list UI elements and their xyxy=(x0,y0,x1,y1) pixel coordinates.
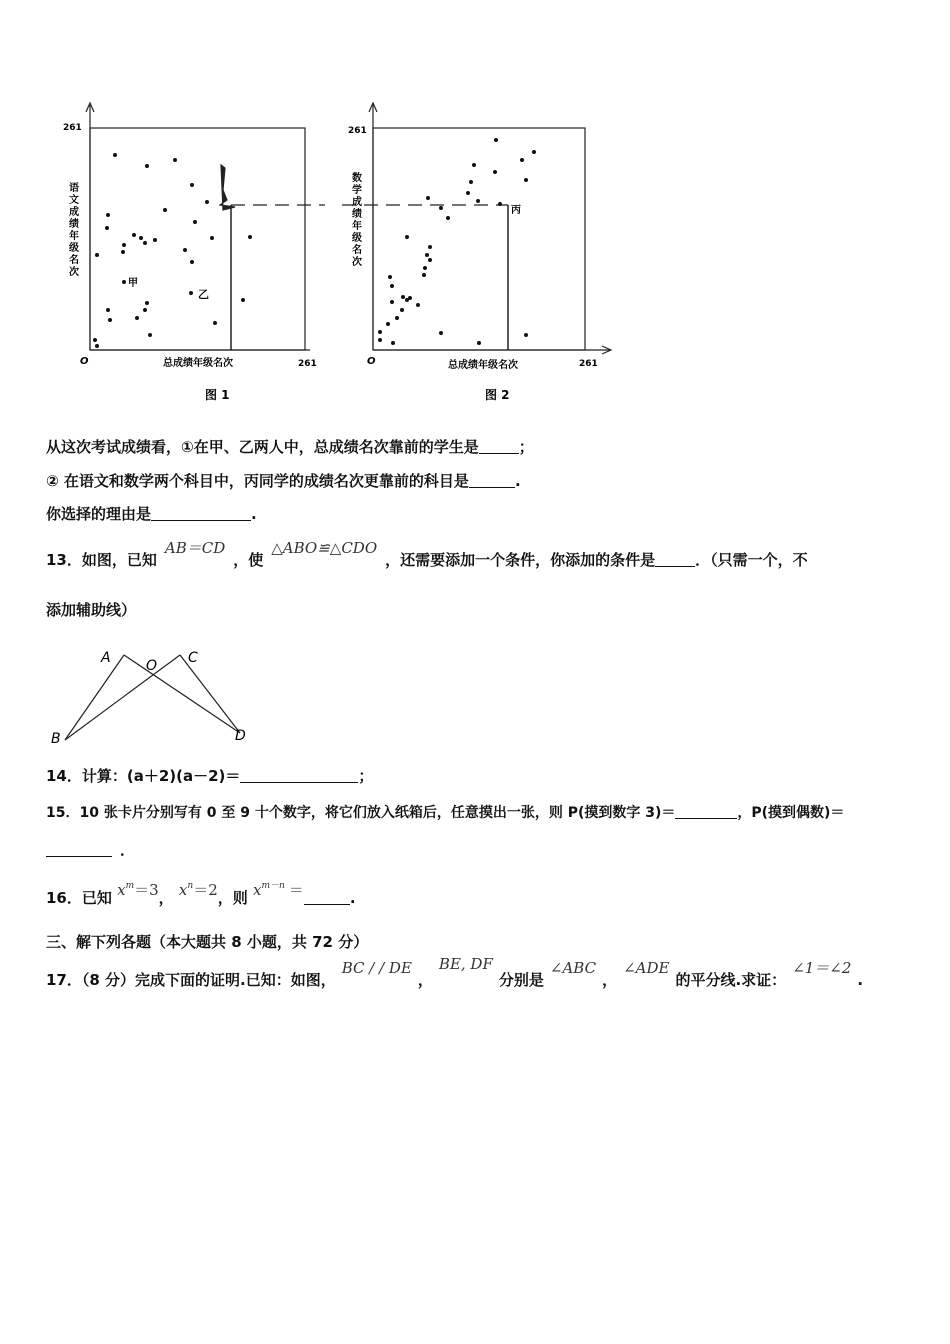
q16-val-1: ＝3 xyxy=(134,881,159,899)
q13-mid-1: ，使 xyxy=(233,551,264,569)
q17-mid: 分别是 xyxy=(498,971,544,989)
fig2-point-c-label: 丙 xyxy=(511,205,521,216)
q13-label-b: B xyxy=(51,731,61,747)
q12-line-2-text: ② 在语文和数学两个科目中，丙同学的成绩名次更靠前的科目是 xyxy=(46,472,469,490)
q17-math-angle-abc: ∠ABC xyxy=(549,959,597,977)
fig2-x-end-label: 261 xyxy=(579,359,598,369)
q16-val-2: ＝2 xyxy=(193,881,218,899)
q12-answer-blank-3[interactable] xyxy=(151,506,251,521)
fig1-frame xyxy=(90,128,305,350)
fig1-caption: 图 1 xyxy=(205,388,230,402)
q17-comma-1: ， xyxy=(417,971,433,989)
q13-answer-blank[interactable] xyxy=(655,552,695,567)
q15-mid: ，P(摸到偶数)＝ xyxy=(737,805,845,821)
segment-ad xyxy=(124,655,240,733)
q12-answer-blank-2[interactable] xyxy=(469,473,515,488)
q13-label-o: O xyxy=(146,658,158,674)
fig1-point-a-label: 甲 xyxy=(128,278,138,289)
q17-math-parallel: BC / / DE xyxy=(341,959,412,977)
q16-sep: ， xyxy=(158,889,174,907)
fig1-x-label: 总成绩年级名次 xyxy=(163,358,233,369)
q16-expr-1 xyxy=(117,881,159,899)
q15-end: ． xyxy=(120,841,136,859)
q12-line-3-text: 你选择的理由是 xyxy=(46,505,152,523)
q13-suffix: ．（只需一个，不 xyxy=(695,551,808,569)
q16-exp-1: m xyxy=(125,881,135,891)
fig2-points xyxy=(378,138,536,345)
q17-math-conclusion: ∠1＝∠2 xyxy=(792,959,852,977)
q14-text: 14．计算：(a＋2)(a－2)＝ xyxy=(46,767,241,785)
q16-expr-2 xyxy=(179,881,218,899)
q17-line xyxy=(46,955,864,992)
q17-end: . xyxy=(857,971,864,989)
q16-prefix: 16．已知 xyxy=(46,889,112,907)
q15-text: 15．10 张卡片分别写有 0 至 9 十个数字，将它们放入纸箱后，任意摸出一张，则 P(摸到数字 3)＝ xyxy=(46,805,676,821)
q17-comma-2: ， xyxy=(602,971,618,989)
q16-exp-3: m－n xyxy=(261,881,285,891)
q17-math-bisectors: BE, DF xyxy=(438,955,493,973)
q13-math-congruent: △ABO≌△CDO xyxy=(271,539,378,557)
q17-math-angle-ade: ∠ADE xyxy=(623,959,670,977)
q13-figure xyxy=(45,640,260,750)
q16-answer-blank[interactable] xyxy=(304,890,350,905)
q17-prefix: 17．（8 分）完成下面的证明.已知：如图， xyxy=(46,971,336,989)
q13-prefix: 13．如图，已知 xyxy=(46,551,157,569)
q12-line-2 xyxy=(46,471,521,491)
fig1-points xyxy=(93,153,252,348)
q13-label-c: C xyxy=(188,650,198,666)
q12-line-3 xyxy=(46,504,257,524)
fig2-y-label: 数学成绩年级名次 xyxy=(349,172,361,268)
q15-line-2 xyxy=(46,840,135,860)
q16-line xyxy=(46,876,356,906)
q12-line-1 xyxy=(46,437,534,457)
fig1-point-b-label: 乙 xyxy=(198,288,209,301)
fig1-x-end-label: 261 xyxy=(298,359,317,369)
q17-mid-2: 的平分线.求证： xyxy=(675,971,787,989)
q12-line-2-end: . xyxy=(514,472,521,490)
segment-ab xyxy=(65,655,124,740)
q12-line-3-end: . xyxy=(251,505,257,523)
fig2-y-top-label: 261 xyxy=(348,126,367,136)
fig1-y-top-label: 261 xyxy=(63,123,82,133)
q13-label-a: A xyxy=(101,650,111,666)
q15-answer-blank-1[interactable] xyxy=(675,804,737,819)
fig2-origin-label: O xyxy=(367,356,376,367)
segment-cd xyxy=(180,655,240,733)
q13-label-d: D xyxy=(235,728,246,744)
q13-line-2: 添加辅助线） xyxy=(46,601,137,619)
fig2-caption: 图 2 xyxy=(485,388,510,402)
q14-answer-blank[interactable] xyxy=(240,768,358,783)
q14-end: ； xyxy=(358,767,374,785)
section-3-title: 三、解下列各题（本大题共 8 小题，共 72 分） xyxy=(46,933,369,951)
q16-end: . xyxy=(349,889,356,907)
q16-base-2: x xyxy=(178,881,188,899)
q12-line-1-end: ； xyxy=(518,438,534,456)
q16-base-1: x xyxy=(117,881,126,899)
q16-exp-2: n xyxy=(187,881,194,891)
q16-base-3: x xyxy=(252,881,262,899)
q15-line-1 xyxy=(46,803,844,823)
fig2-x-label: 总成绩年级名次 xyxy=(448,360,518,371)
q14-line xyxy=(46,766,373,786)
q12-line-1-text: 从这次考试成绩看，①在甲、乙两人中，总成绩名次靠前的学生是 xyxy=(46,438,479,456)
figure-2 xyxy=(340,100,620,405)
figure-1 xyxy=(55,100,325,405)
q16-eq: ＝ xyxy=(288,881,304,899)
q16-mid: ，则 xyxy=(217,889,248,907)
q16-expr-3 xyxy=(253,881,304,899)
fig2-frame xyxy=(373,128,585,350)
q13-math-ab-cd: AB＝CD xyxy=(164,539,226,557)
q13-mid-2: ，还需要添加一个条件，你添加的条件是 xyxy=(385,551,656,569)
fig1-y-label: 语文成绩年级名次 xyxy=(66,182,78,278)
q13-line-1 xyxy=(46,538,808,578)
segment-bc xyxy=(65,655,180,740)
q12-answer-blank-1[interactable] xyxy=(479,439,519,454)
q15-answer-blank-2[interactable] xyxy=(46,842,112,857)
fig1-origin-label: O xyxy=(80,356,89,367)
fig1-hand-mark xyxy=(220,165,235,210)
